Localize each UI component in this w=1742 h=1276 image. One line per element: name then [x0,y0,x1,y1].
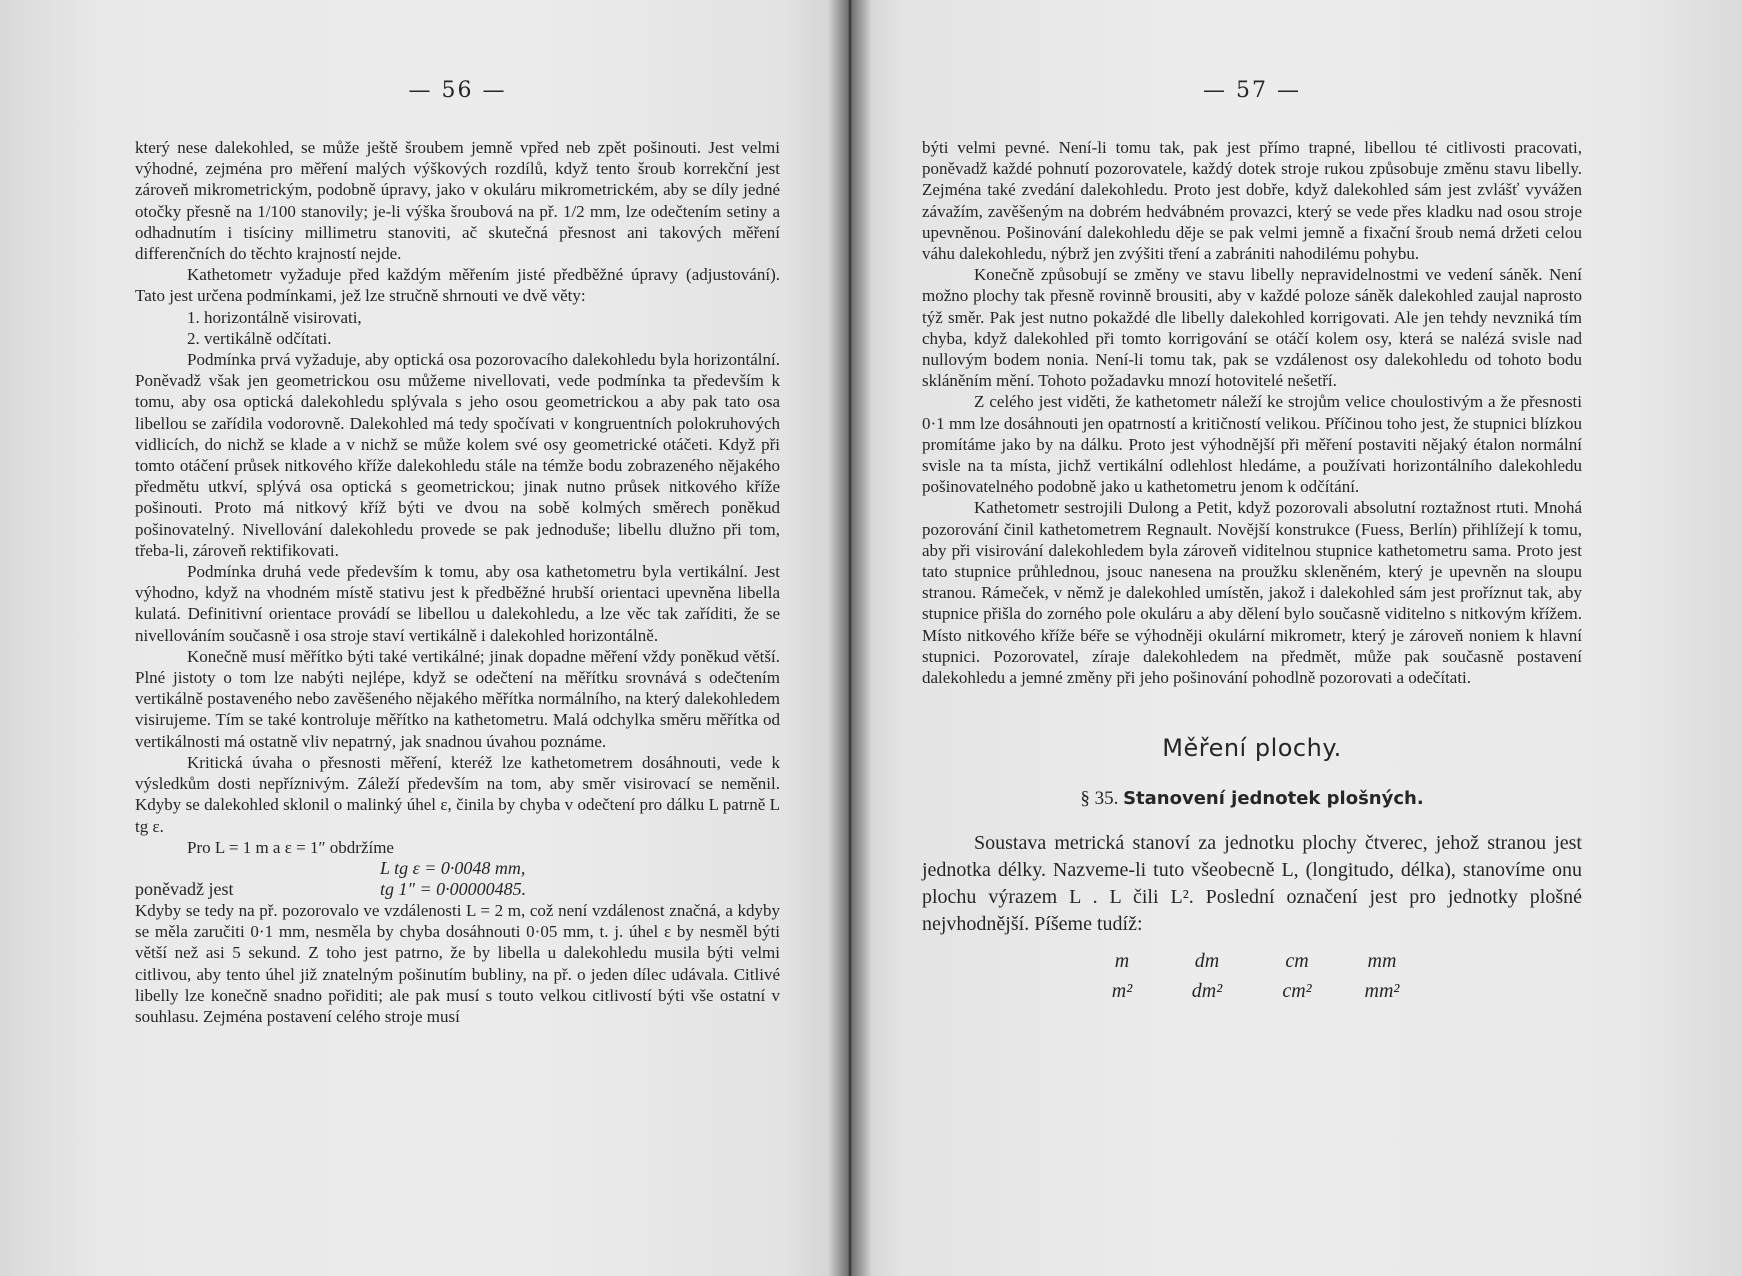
page-number: — 56 — [408,78,507,103]
paragraph: Konečně musí měřítko býti také vertikálné; jinak dopadne měření vždy poněkud větší. Plné jistoty o tom lze nabýti nejlépe, když se odečtení na měřítku srovnává s odečtením vertikálně postaveného nebo zavěšeného nějakého měřítka normálního, na který dalekohledem visirujeme. Tím se také kontroluje měřítko na kathetometru. Malá odchylka směru měřítka od vertikálnosti má ostatně vliv nepatrný, jak snadnou úvahou poznáme. [135,646,780,751]
paragraph: který nese dalekohled, se může ještě šroubem jemně vpřed neb zpět pošinouti. Jest velmi výhodné, zejména pro měření malých výškových rozdílů, když tento šroub korrekční jest zároveň mikrometrickým, podobně úpravy, jako v okuláru mikrometrickém, aby se díly jedné otočky přesně na 1/100 stanovily; je-li výška šroubová na př. 1/2 mm, lze odečtením setiny a odhadnutím i tisíciny millimetru stanoviti, ač skutečná přesnost ani takových měření differenčních do těchto krajností nejde. [135,138,780,264]
paragraph: Soustava metrická stanoví za jednotku plochy čtverec, jehož stranou jest jednotka délky. Nazveme-li tuto všeobecně L, (longitudo, délka), stanovíme onu plochu výrazem L . L čili L². Poslední označení jest pro jednotky plošné nejvhodnější. Píšeme tudíž: [922,832,1582,936]
paragraph: Kdyby se tedy na př. pozorovalo ve vzdálenosti L = 2 m, což není vzdálenost značná, a kdyby se měla zaručiti 0·1 mm, nesměla by chyba dosáhnouti 0·05 mm, t. j. úhel ε by nesměl býti větší než asi 5 sekund. Z toho jest patrno, že by libella u dalekohledu musila býti velmi citlivou, aby tento úhel již znatelným pošinutím bubliny, na př. o jeden dílec udávala. Citlivé libelly lze konečně snadno pořiditi; ale pak musí s touto velkou citlivostí býti vše ostatní v souhlasu. Zejména postavení celého stroje musí [135,900,780,1026]
paragraph: Kathetometr sestrojili Dulong a Petit, když pozorovali absolutní roztažnost rtuti. Mnohá pozorování činil kathetometrem Regnault. Novější konstrukce (Fuess, Berlín) přihlížejí k tomu, aby při visirování dalekohledem byla zároveň viditelnou stupnice kathetometru sama. Proto jest tato stupnice průhlednou, jsouc nanesena na proužku skleněném, který je upevněn na sloupu stranou. Rámeček, v němž je dalekohled umístěn, jakož i dalekohled sám jest proříznut tak, aby stupnice přišla do zorného pole okuláru a aby dělení bylo současně viditelno s nitkovým křížem. Místo nitkového kříže béře se výhodněji okulární mikrometr, který je zároveň noniem k hlavní stupnici. Pozorovatel, zíraje dalekohledem na předmět, může pak současně postavení dalekohledu a jemné změny při jeho pošinování pohodlně pozorovati a odečítati. [922,498,1582,688]
page-number: — 57 — [1203,78,1301,103]
formula-rhs: L tg ε = 0·0048 mm, [380,857,526,878]
paragraph: Kritická úvaha o přesnosti měření, kteréž lze kathetometrem dosáhnouti, vede k výsledkům dosti nepříznivým. Záleží především na tom, aby směr visirovací se neměnil. Kdyby se dalekohled sklonil o malinký úhel ε, činila by chyba v odečtení pro dálku L patrně L tg ε. [135,752,780,836]
paragraph: býti velmi pevné. Není-li tomu tak, pak jest přímo trapné, libellou té citlivosti pracovati, poněvadž každé pohnutí pozorovatele, každý dotek stroje rukou způsobuje změnu stavu libelly. Zejména také zvedání dalekohledu. Proto jest dobře, když dalekohled sám jest zvlášť vyvážen závažím, zavěšeným na dobrém hedvábném provazci, který se vede přes kladku nad osou stroje upevněnou. Pošinování dalekohledu děje se pak velmi jemně a fixační šroub nemá držeti celou váhu dalekohledu, nýbrž jen zvýšiti tření a zabrániti nahodilému pohybu. [922,138,1582,264]
unit-cell: cm [1285,950,1309,973]
list-item: 1. horizontálně visirovati, [187,307,362,327]
paragraph: Podmínka prvá vyžaduje, aby optická osa pozorovacího dalekohledu byla horizontální. Poněvadž však jen geometrickou osu můžeme nivellovati, vede podmínka ta především k tomu, aby osa optická dalekohledu splývala s jeho osou geometrickou a aby pak tato osa libellou se zařídila vodorovně. Dalekohled má tedy spočívati v kongruentních polokruhových vidlicích, do nichž se klade a v nichž se může kolem své osy geometrické otáčeti. Když při tomto otáčení průsek nitkového kříže dalekohledu stále na témže bodu zobrazeného nějakého předmětu utkví, splývá osa optická s geometrickou; jinak nutno průsek nitkového kříže pošinouti. Proto má nitkový kříž býti ve dvou na sobě kolmých směrech poněkud pošinovatelný. Nivellování dalekohledu provede se pak jednoduše; libellu dlužno při tom, třeba-li, zároveň rektifikovati. [135,350,780,560]
formula-rhs: tg 1″ = 0·00000485. [380,878,527,899]
right-page-text [922,137,1582,688]
formula-line [135,879,780,900]
left-page-text [135,137,780,1027]
formula-lhs [135,858,380,879]
unit-cell: m² [1111,980,1133,1003]
paragraph: Podmínka druhá vede především k tomu, aby osa kathetometru byla vertikální. Jest výhodno, když na vhodném místě stativu jest k předběžné hrubší orientaci upevněna libella kulatá. Definitivní orientace provádí se libellou u dalekohledu, a lze věc tak zaříditi, že se nivellováním současně i osa stroje staví vertikálně i dalekohled horizontálně. [135,562,780,645]
section-text [922,830,1582,938]
unit-cell: mm [1367,950,1397,973]
paragraph: Konečně způsobují se změny ve stavu libelly nepravidelnostmi ve vedení sáněk. Není možno plochy tak přesně rovinně brousiti, aby v každé poloze sáněk dalekohled zaujal naprosto týž směr. Pak jest nutno pokaždé dle libelly dalekohled korrigovati. Ale jen tehdy nevzniká tím chyba, když dalekohled při tomto korrigování se otáčí kolem osy, která se nalézá svisle nad nullovým bodem nonia. Není-li tomu tak, pak se vzdálenost osy dalekohledu od tohoto bodu skláněním mění. Tohoto požadavku mnozí hotovitelé nešetří. [922,265,1582,391]
formula-lhs: poněvadž jest [135,878,234,899]
formula-line [135,858,780,879]
subsection-number: § 35. [1080,788,1119,810]
paragraph: Kathetometr vyžaduje před každým měřením jisté předběžné úpravy (adjustování). Tato jest určena podmínkami, jež lze stručně shrnouti ve dvě věty: [135,265,780,306]
left-page [0,0,850,1276]
unit-cell: cm² [1282,980,1312,1003]
subsection-title [922,788,1582,810]
unit-cell: dm² [1191,980,1223,1003]
paragraph: Z celého jest viděti, že kathetometr náleží ke strojům velice choulostivým a že přesnosti 0·1 mm lze dosáhnouti jen opatrností a kritičností velikou. Příčinou toho jest, že stupnici blízkou promítáme jako by na dálku. Proto jest výhodnější při měření postaviti nějaký étalon normální svisle na ta místa, jichž vertikální odlehlost hledáme, a používati horizontálního dalekohledu pošinovatelného podobně jako u kathetometru jenom k odčítání. [922,392,1582,497]
right-page [850,0,1742,1276]
list-item: 2. vertikálně odčítati. [187,328,332,348]
paragraph: Pro L = 1 m a ε = 1″ obdržíme [187,837,394,857]
units-table [922,946,1582,1006]
unit-cell: m [1114,950,1130,973]
section-title: Měření plochy. [1162,734,1342,763]
unit-cell: dm [1194,950,1220,973]
subsection-name: Stanovení jednotek plošných. [1123,788,1424,810]
unit-cell: mm² [1364,980,1400,1003]
